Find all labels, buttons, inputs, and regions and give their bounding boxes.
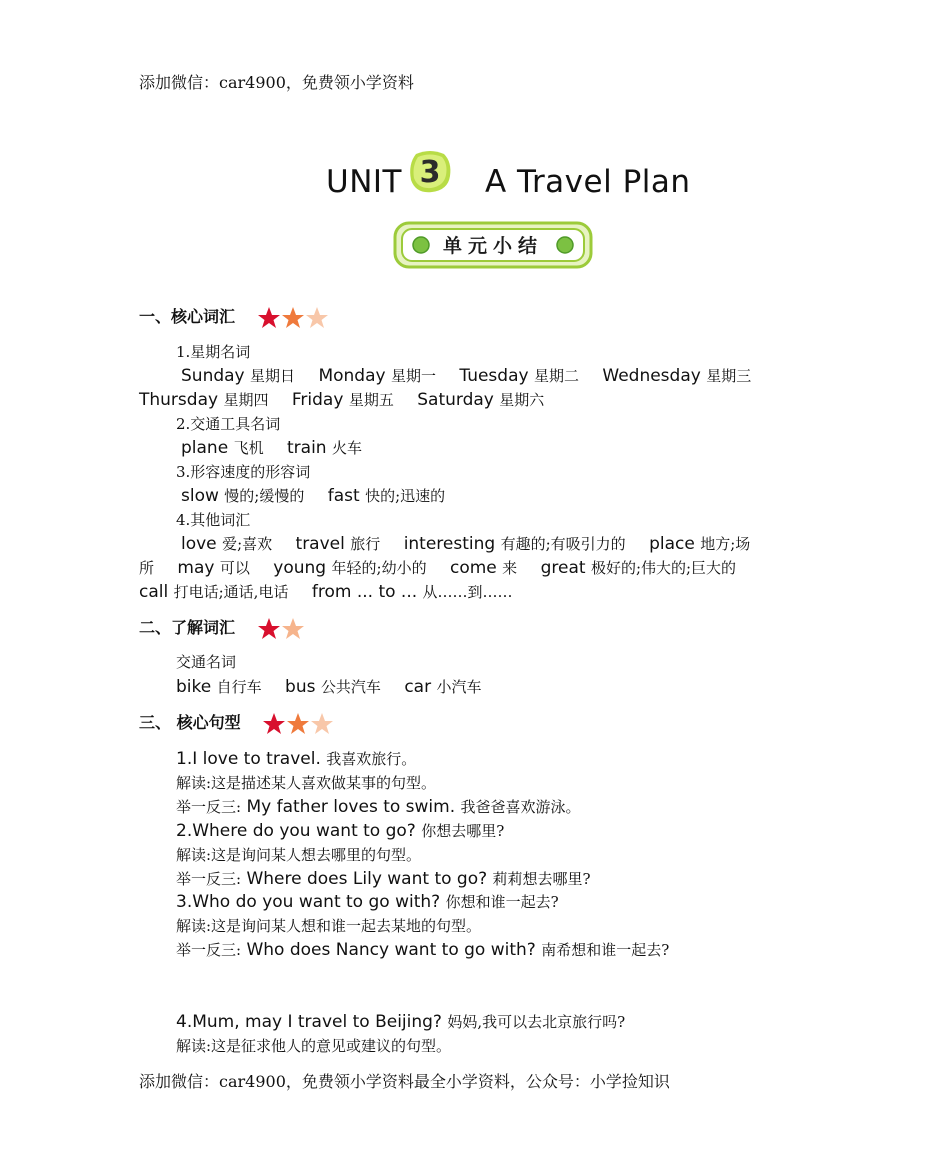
other-line-1: love 爱;喜欢 travel 旅行 interesting 有趣的;有吸引力的 place 地方;场: [181, 534, 751, 554]
other-line-2: 所 may 可以 young 年轻的;幼小的 come 来 great 极好的;伟大的;巨大的: [139, 558, 737, 578]
know-words-title: 交通名词: [176, 653, 237, 671]
section-core-sentences-heading: [139, 710, 338, 736]
section-heading-text: 一、核心词汇: [139, 307, 236, 326]
star-icon: [263, 713, 285, 734]
star-rating-3: [262, 712, 338, 736]
other-line-3: call 打电话;通话,电话 from ... to ... 从……到……: [139, 582, 513, 602]
unit-title-row: [0, 146, 950, 216]
other-title: 4.其他词汇: [176, 511, 251, 529]
unit-number-badge: [406, 148, 454, 196]
know-words-line: bike 自行车 bus 公共汽车 car 小汽车: [176, 677, 482, 697]
header-note: 添加微信：car4900，免费领小学资料: [139, 73, 414, 92]
sentence-2-example: 举一反三: Where does Lily want to go? 莉莉想去哪里?: [176, 869, 591, 889]
star-rating-3: [257, 306, 333, 330]
days-line-2: Thursday 星期四 Friday 星期五 Saturday 星期六: [139, 390, 545, 410]
star-icon: [258, 618, 280, 639]
days-line-1: Sunday 星期日 Monday 星期一 Tuesday 星期二 Wednesday 星期三: [181, 366, 752, 386]
speed-title: 3.形容速度的形容词: [176, 463, 311, 481]
transport-title: 2.交通工具名词: [176, 415, 281, 433]
star-icon: [311, 713, 333, 734]
star-icon: [306, 307, 328, 328]
star-icon: [258, 307, 280, 328]
sentence-3-example: 举一反三: Who does Nancy want to go with? 南希想和谁一起去?: [176, 940, 670, 960]
unit-word: UNIT: [326, 164, 402, 200]
banner-label: 单元小结: [442, 235, 544, 257]
star-icon: [282, 307, 304, 328]
star-icon: [287, 713, 309, 734]
star-rating-2: [257, 617, 309, 641]
unit-number: 3: [419, 155, 441, 190]
unit-summary-banner: [393, 220, 593, 270]
sentence-1-note: 解读:这是描述某人喜欢做某事的句型。: [176, 774, 437, 792]
sentence-3: 3.Who do you want to go with? 你想和谁一起去?: [176, 892, 559, 912]
unit-title: A Travel Plan: [485, 164, 691, 200]
section-know-words-heading: [139, 615, 309, 641]
star-icon: [282, 618, 304, 639]
sentence-4: 4.Mum, may I travel to Beijing? 妈妈,我可以去北京旅行吗?: [176, 1012, 626, 1032]
sentence-1: 1.I love to travel. 我喜欢旅行。: [176, 749, 417, 769]
speed-line: slow 慢的;缓慢的 fast 快的;迅速的: [181, 486, 446, 506]
sentence-3-note: 解读:这是询问某人想和谁一起去某地的句型。: [176, 917, 482, 935]
sentence-2: 2.Where do you want to go? 你想去哪里?: [176, 821, 505, 841]
days-title: 1.星期名词: [176, 343, 251, 361]
sentence-1-example: 举一反三: My father loves to swim. 我爸爸喜欢游泳。: [176, 797, 581, 817]
section-heading-text: 三、 核心句型: [139, 713, 241, 732]
sentence-4-note: 解读:这是征求他人的意见或建议的句型。: [176, 1037, 452, 1055]
transport-line: plane 飞机 train 火车: [181, 438, 362, 458]
footer-note: 添加微信：car4900，免费领小学资料最全小学资料，公众号：小学捡知识: [139, 1072, 670, 1091]
section-heading-text: 二、了解词汇: [139, 618, 236, 637]
sentence-2-note: 解读:这是询问某人想去哪里的句型。: [176, 846, 422, 864]
section-core-words-heading: [139, 304, 333, 330]
